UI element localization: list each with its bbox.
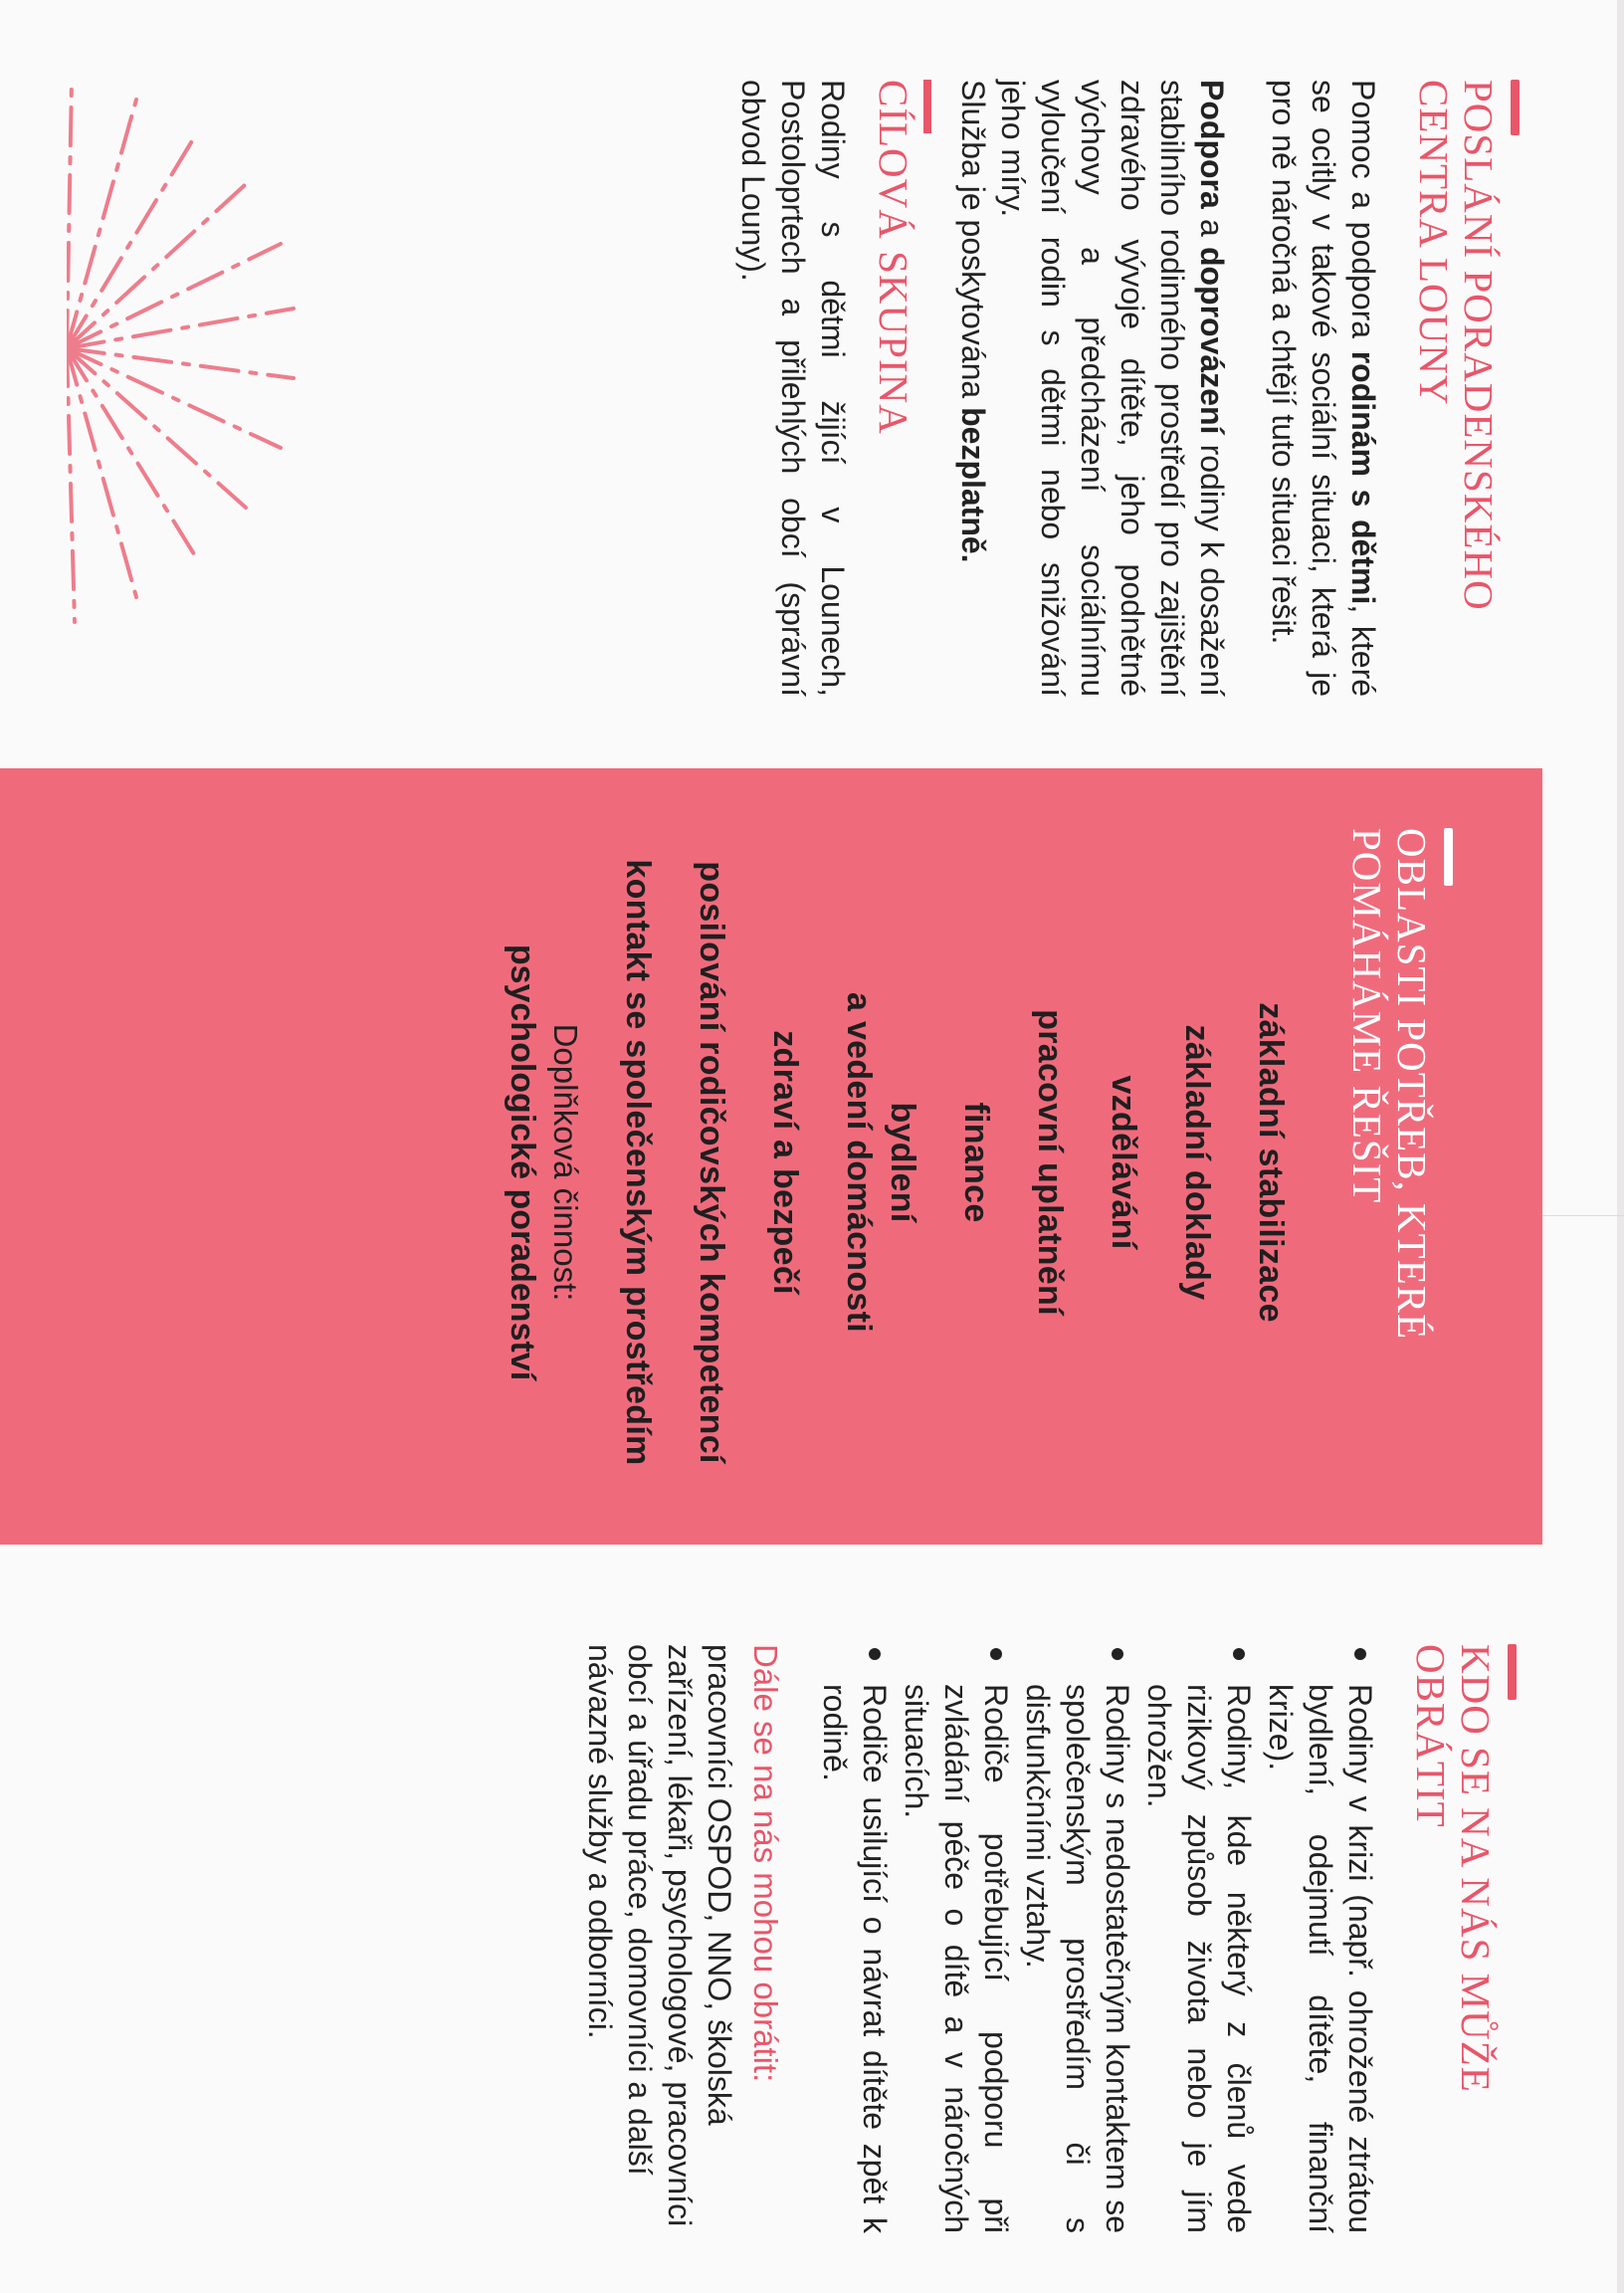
extra-activity-value: psychologické poradenství xyxy=(504,943,541,1381)
mission-heading: POSLÁNÍ PORADENSKÉHO CENTRA LOUNY xyxy=(1411,80,1502,611)
list-item: Rodiče potřebující podporu při zvládání péče o dítě a v náročných situacích. xyxy=(897,1644,1016,2233)
list-item: vzdělávání xyxy=(1105,1075,1142,1250)
bullet-icon xyxy=(1354,1648,1366,1660)
list-item: posilování rodičovských kompetencí xyxy=(693,861,730,1464)
list-item: kontakt se společenským prostředím xyxy=(619,859,657,1466)
list-item: zdraví a bezpečí xyxy=(766,1030,804,1295)
list-item: bydlení xyxy=(884,1102,921,1223)
needs-panel xyxy=(0,768,1542,1545)
free-service-text: Služba je poskytována bezplatně. xyxy=(955,80,991,563)
list-item: Rodiny s nedostatečným kontaktem se společenským prostředím či s disfunkčními vztahy. xyxy=(1018,1644,1137,2233)
who-list xyxy=(815,1644,1380,2233)
list-item: finance xyxy=(957,1102,995,1223)
accent-bar xyxy=(1511,80,1520,135)
referrers-text: pracovníci OSPOD, NNO, školská zařízení, lékaři, psychologové, pracovníci obcí a úřadu práce, domovníci a další návazné služby a odborníci. xyxy=(582,1644,737,2227)
who-panel xyxy=(0,1563,1624,2293)
bullet-icon xyxy=(990,1648,1002,1660)
mission-panel xyxy=(0,0,1624,736)
sunburst-decoration xyxy=(67,40,296,657)
bullet-icon xyxy=(1233,1648,1245,1660)
needs-list xyxy=(616,828,1293,1497)
who-heading: KDO SE NA NÁS MŮŽE OBRÁTIT xyxy=(1408,1644,1499,2093)
referrers-heading: Dále se na nás mohou obrátit: xyxy=(747,1644,784,2083)
list-item: Rodiny v krizi (např. ohrožené ztrátou bydlení, odejmutí dítěte, finanční krize). xyxy=(1261,1644,1380,2233)
list-item: základní stabilizace xyxy=(1252,1002,1290,1323)
target-text: Rodiny s dětmi žijící v Lounech, Postoloprtech a přilehlých obcí (správní obvod Louny). xyxy=(735,80,851,697)
list-item: Rodiče usilující o návrat dítěte zpět k rodině. xyxy=(815,1644,895,2233)
list-item: základní doklady xyxy=(1178,1024,1216,1301)
mission-text: Pomoc a podpora rodinám s dětmi, které se ocitly v takové sociální situaci, která je pro ně náročná a chtějí tuto situaci řešit. xyxy=(1266,80,1381,698)
bullet-icon xyxy=(869,1648,881,1660)
needs-heading: OBLASTI POTŘEB, KTERÉ POMÁHÁME ŘEŠIT xyxy=(1344,828,1435,1341)
extra-activity xyxy=(501,828,586,1497)
accent-bar xyxy=(923,80,931,133)
accent-bar xyxy=(1444,828,1453,886)
list-item: Rodiny, kde některý z členů vede rizikový způsob života nebo je jím ohrožen. xyxy=(1139,1644,1259,2233)
target-group xyxy=(733,80,931,697)
extra-activity-label: Doplňková činnost: xyxy=(547,1023,584,1302)
target-heading: CÍLOVÁ SKUPINA xyxy=(871,80,916,435)
bullet-icon xyxy=(1112,1648,1123,1660)
support-text: Podpora a doprovázení rodiny k dosažení stabilního rodinného prostředí pro zajištění zdravého vývoje dítěte, jeho podnětné výchovy a předcházení sociálnímu vyloučení rodin s dětmi nebo snižování jeho míry. xyxy=(995,80,1230,698)
list-item: pracovní uplatnění xyxy=(1031,1009,1069,1316)
accent-bar xyxy=(1508,1644,1517,1700)
list-item: a vedení domácnosti xyxy=(840,991,878,1333)
